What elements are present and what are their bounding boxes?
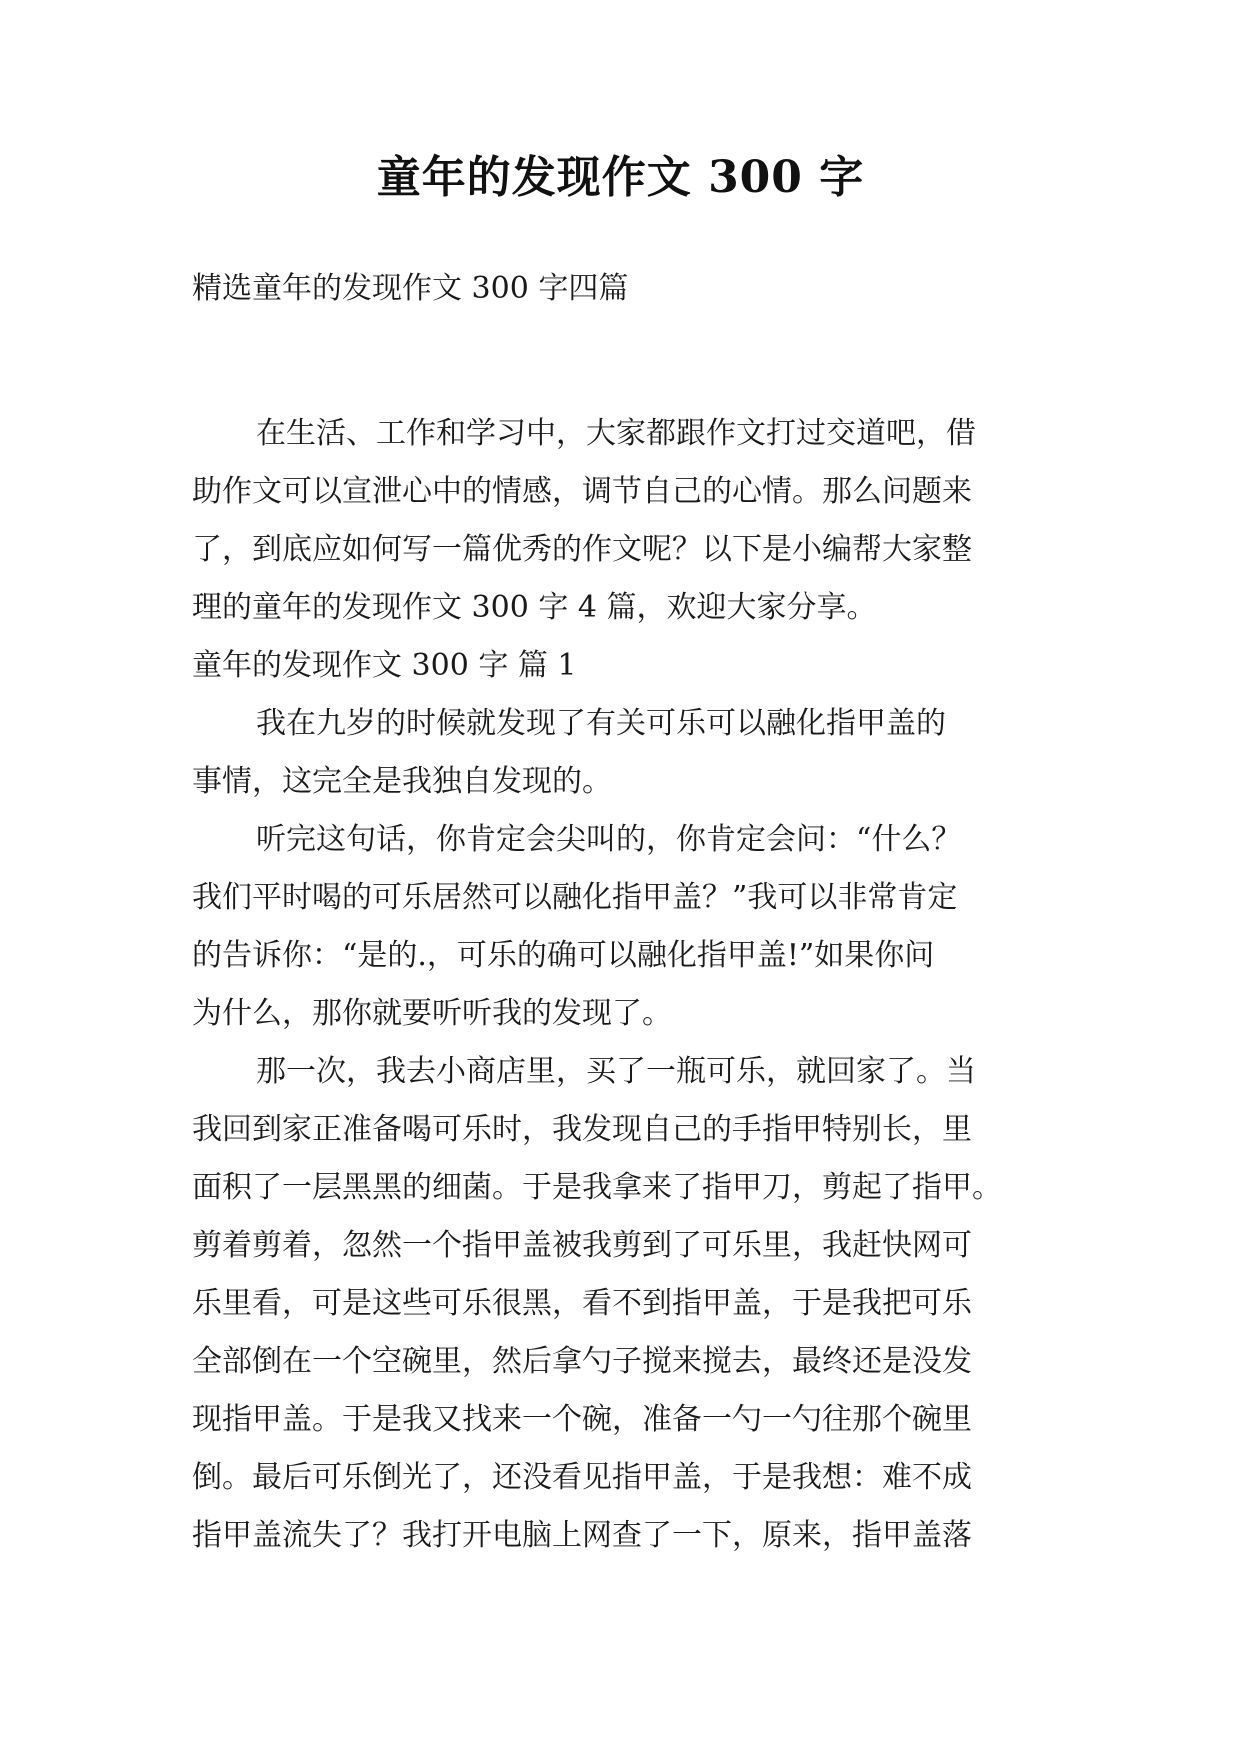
paragraph-line: 理的童年的发现作文 300 字 4 篇，欢迎大家分享。 (192, 590, 877, 625)
document-subtitle: 精选童年的发现作文 300 字四篇 (192, 271, 629, 306)
paragraph-line: 剪着剪着，忽然一个指甲盖被我剪到了可乐里，我赶快网可 (192, 1228, 972, 1263)
paragraph-line: 了，到底应如何写一篇优秀的作文呢？以下是小编帮大家整 (192, 532, 972, 567)
paragraph-line: 事情，这完全是我独自发现的。 (192, 764, 612, 799)
paragraph-line: 听完这句话，你肯定会尖叫的，你肯定会问：“什么？ (256, 822, 962, 857)
paragraph-line: 我回到家正准备喝可乐时，我发现自己的手指甲特别长，里 (192, 1112, 972, 1147)
paragraph-line: 为什么，那你就要听听我的发现了。 (192, 996, 672, 1031)
document-title: 童年的发现作文 300 字 (376, 152, 865, 203)
paragraph-line: 在生活、工作和学习中，大家都跟作文打过交道吧，借 (256, 416, 976, 451)
paragraph-line: 乐里看，可是这些可乐很黑，看不到指甲盖，于是我把可乐 (192, 1286, 972, 1321)
section-heading: 童年的发现作文 300 字 篇 1 (192, 648, 577, 683)
paragraph-line: 指甲盖流失了？我打开电脑上网查了一下，原来，指甲盖落 (192, 1518, 972, 1553)
paragraph-line: 我们平时喝的可乐居然可以融化指甲盖？”我可以非常肯定 (192, 880, 958, 915)
paragraph-line: 的告诉你：“是的.，可乐的确可以融化指甲盖!”如果你问 (192, 938, 935, 973)
paragraph-line: 助作文可以宣泄心中的情感，调节自己的心情。那么问题来 (192, 474, 972, 509)
paragraph-line: 倒。最后可乐倒光了，还没看见指甲盖，于是我想：难不成 (192, 1460, 972, 1495)
paragraph-line: 我在九岁的时候就发现了有关可乐可以融化指甲盖的 (256, 706, 946, 741)
paragraph-line: 那一次，我去小商店里，买了一瓶可乐，就回家了。当 (256, 1054, 976, 1089)
paragraph-line: 全部倒在一个空碗里，然后拿勺子搅来搅去，最终还是没发 (192, 1344, 972, 1379)
paragraph-line: 现指甲盖。于是我又找来一个碗，准备一勺一勺往那个碗里 (192, 1402, 972, 1437)
document-body (192, 405, 1052, 1565)
paragraph-line: 面积了一层黑黑的细菌。于是我拿来了指甲刀，剪起了指甲。 (192, 1170, 1002, 1205)
